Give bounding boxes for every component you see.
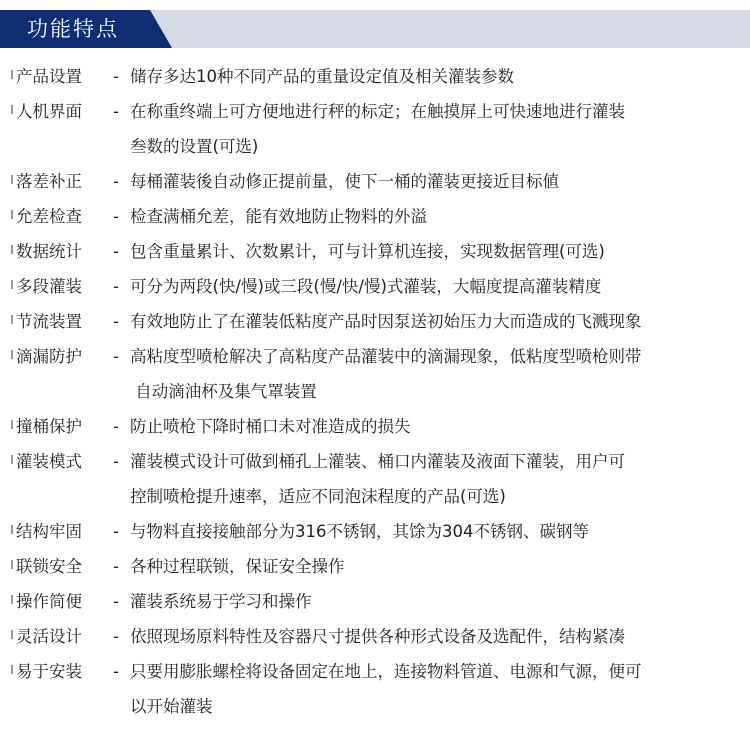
section-title: 功能特点: [27, 17, 119, 41]
description-line: 自动滴油杯及集气罩装置: [130, 382, 317, 401]
description-line: 依照现场原料特性及容器尺寸提供各种形式设备及选配件，结构紧凑: [130, 627, 625, 646]
description-line: 有效地防止了在灌装低粘度产品时因泵送初始压力大而造成的飞溅现象: [130, 312, 642, 331]
bullet-tick: [11, 630, 13, 639]
feature-item-throttle: [0, 304, 750, 339]
feature-item-drop-compensation: [0, 164, 750, 199]
separator: -: [113, 452, 119, 471]
feature-name: 节流装置: [16, 312, 82, 331]
description-line: 控制喷枪提升速率，适应不同泡沫程度的产品(可选): [130, 487, 506, 506]
bullet-tick: [11, 420, 13, 429]
feature-name: 落差补正: [16, 172, 82, 191]
feature-description: [130, 514, 750, 549]
description-line: 灌装系统易于学习和操作: [130, 592, 312, 611]
bullet-tick: [11, 350, 13, 359]
feature-description: [130, 549, 750, 584]
separator: -: [113, 312, 119, 331]
feature-item-easy-operation: [0, 584, 750, 619]
feature-list: [0, 59, 750, 724]
description-line: 包含重量累计、次数累计，可与计算机连接，实现数据管理(可选): [130, 242, 605, 261]
bullet-tick: [11, 525, 13, 534]
feature-item-tolerance-check: [0, 199, 750, 234]
feature-item-flexible-design: [0, 619, 750, 654]
feature-name: 结构牢固: [16, 522, 82, 541]
description-line: 每桶灌装後自动修正提前量，使下一桶的灌装更接近目标値: [130, 172, 559, 191]
feature-name: 产品设置: [16, 67, 82, 86]
feature-name: 操作简便: [16, 592, 82, 611]
separator: -: [113, 172, 119, 191]
bullet-tick: [11, 455, 13, 464]
separator: -: [113, 242, 119, 261]
feature-description: [130, 304, 750, 339]
description-line: 防止喷枪下降时桶口未对准造成的损失: [130, 417, 411, 436]
feature-description: [130, 444, 750, 514]
feature-item-drip-protection: [0, 339, 750, 409]
feature-name: 联锁安全: [16, 557, 82, 576]
description-line: 各种过程联锁，保证安全操作: [130, 557, 345, 576]
feature-name: 滴漏防护: [16, 347, 82, 366]
description-line: 以开始灌装: [130, 697, 213, 716]
feature-name: 灵活设计: [16, 627, 82, 646]
bullet-tick: [11, 70, 13, 79]
feature-description: [130, 234, 750, 269]
bullet-tick: [11, 210, 13, 219]
feature-item-product-settings: [0, 59, 750, 94]
description-line: 储存多达10种不同产品的重量设定值及相关灌装参数: [130, 67, 514, 86]
feature-item-interlock-safety: [0, 549, 750, 584]
feature-description: [130, 654, 750, 724]
feature-description: [130, 94, 750, 164]
separator: -: [113, 662, 119, 681]
separator: -: [113, 102, 119, 121]
feature-name: 易于安装: [16, 662, 82, 681]
feature-item-hmi: [0, 94, 750, 164]
feature-name: 允差检查: [16, 207, 82, 226]
separator: -: [113, 67, 119, 86]
feature-description: [130, 199, 750, 234]
bullet-tick: [11, 245, 13, 254]
feature-item-structure: [0, 514, 750, 549]
feature-name: 多段灌装: [16, 277, 82, 296]
feature-description: [130, 409, 750, 444]
description-line: 灌装模式设计可做到桶孔上灌装、桶口内灌装及液面下灌装，用户可: [130, 452, 625, 471]
description-line: 只要用膨胀螺栓将设备固定在地上，连接物料管道、电源和气源，便可: [130, 662, 642, 681]
bullet-tick: [11, 560, 13, 569]
bullet-tick: [11, 280, 13, 289]
feature-description: [130, 164, 750, 199]
feature-item-statistics: [0, 234, 750, 269]
separator: -: [113, 277, 119, 296]
separator: -: [113, 347, 119, 366]
bullet-tick: [11, 175, 13, 184]
feature-name: 人机界面: [16, 102, 82, 121]
feature-item-easy-install: [0, 654, 750, 724]
separator: -: [113, 417, 119, 436]
description-line: 高粘度型喷枪解决了高粘度产品灌装中的滴漏现象，低粘度型喷枪则带: [130, 347, 642, 366]
feature-name: 数据统计: [16, 242, 82, 261]
separator: -: [113, 592, 119, 611]
bullet-tick: [11, 665, 13, 674]
feature-description: [130, 584, 750, 619]
feature-description: [130, 59, 750, 94]
feature-description: [130, 269, 750, 304]
feature-item-filling-mode: [0, 444, 750, 514]
separator: -: [113, 207, 119, 226]
bullet-tick: [11, 315, 13, 324]
feature-description: [130, 619, 750, 654]
feature-description: [130, 339, 750, 409]
description-line: 可分为两段(快/慢)或三段(慢/快/慢)式灌装，大幅度提高灌装精度: [130, 277, 602, 296]
bullet-tick: [11, 595, 13, 604]
description-line: 检查满桶允差，能有效地防止物料的外溢: [130, 207, 427, 226]
separator: -: [113, 522, 119, 541]
feature-name: 灌装模式: [16, 452, 82, 471]
feature-item-collision-protection: [0, 409, 750, 444]
description-line: 叁数的设置(可选): [130, 137, 259, 156]
feature-name: 撞桶保护: [16, 417, 82, 436]
description-line: 在称重终端上可方便地进行秤的标定；在触摸屏上可快速地进行灌装: [130, 102, 625, 121]
bullet-tick: [11, 105, 13, 114]
separator: -: [113, 627, 119, 646]
feature-item-multi-stage: [0, 269, 750, 304]
separator: -: [113, 557, 119, 576]
description-line: 与物料直接接触部分为316不锈钢，其馀为304不锈钢、碳钢等: [130, 522, 589, 541]
